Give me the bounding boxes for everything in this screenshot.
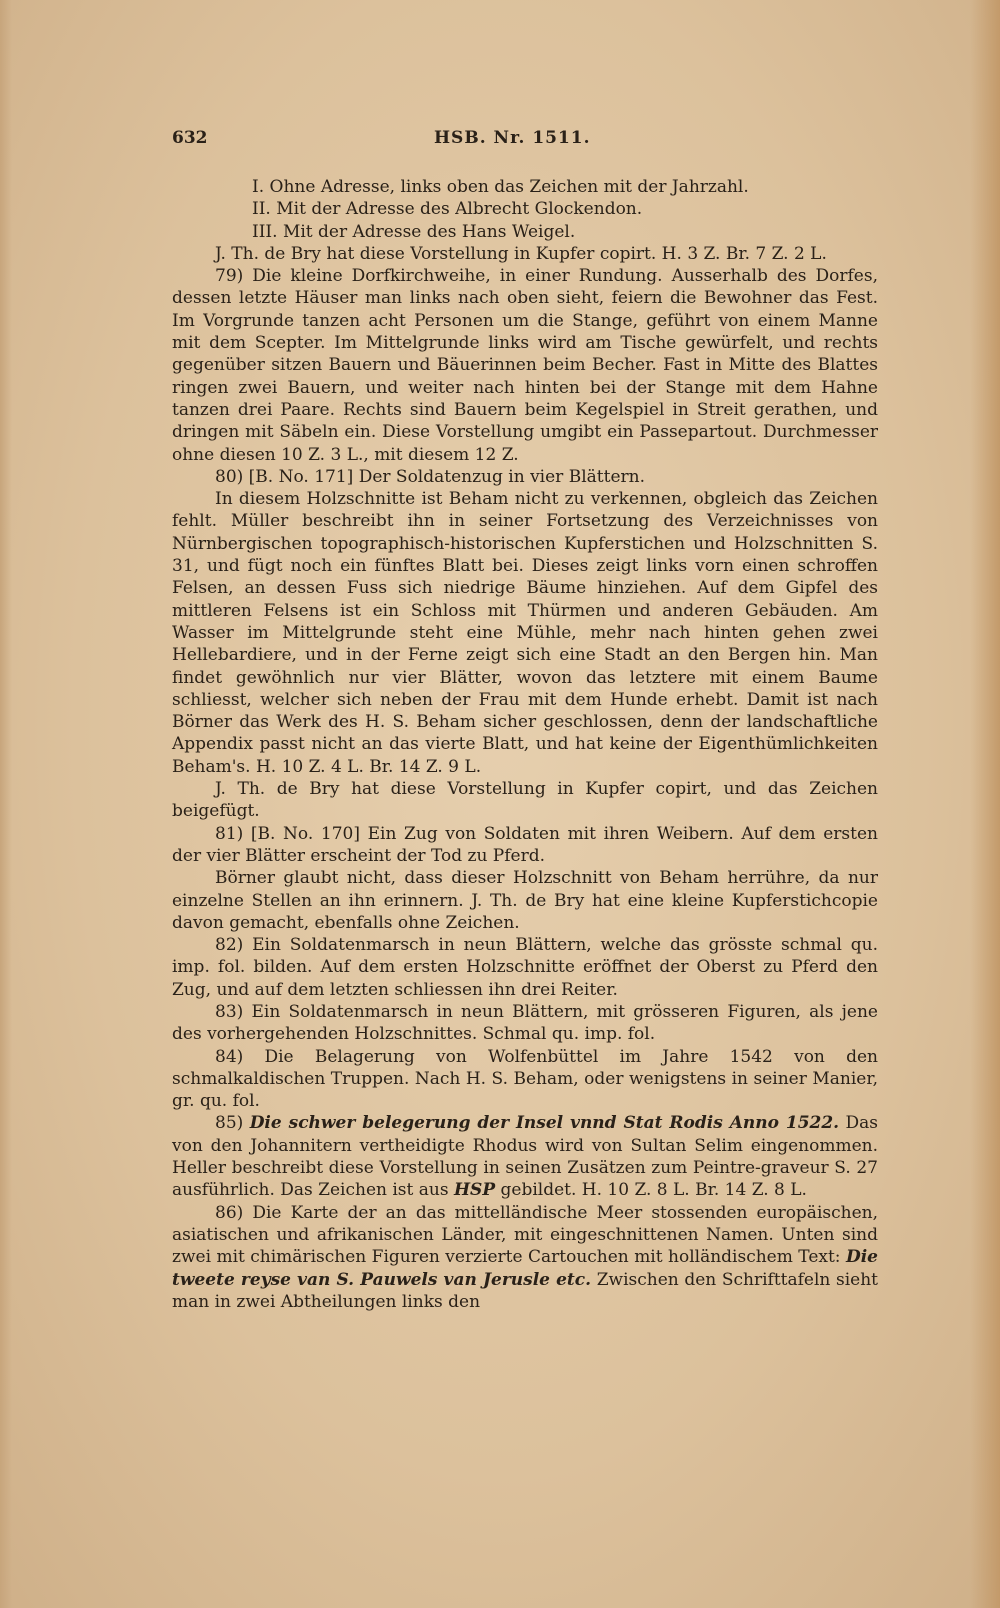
entry-85-title: Die schwer belegerung der Insel vnnd Stat Rodis Anno 1522.: [249, 1113, 840, 1134]
page-shadow-left: [0, 0, 12, 1608]
paragraph-entry-81: 81) [B. No. 170] Ein Zug von Soldaten mit ihren Weibern. Auf dem ersten der vier Blätter erscheint der Tod zu Pferd.: [172, 823, 878, 866]
paragraph-entry-86: [172, 1202, 878, 1313]
entry-86-quote: Die tweete reyse van S. Pauwels van Jerusle etc.: [172, 1247, 879, 1290]
paragraph-edition-3: III. Mit der Adresse des Hans Weigel.: [252, 221, 576, 242]
entry-85-dimensions: gebildet. H. 10 Z. 8 L. Br. 14 Z. 8 L.: [500, 1180, 807, 1201]
paragraph-entry-80-description: In diesem Holzschnitte ist Beham nicht zu verkennen, obgleich das Zeichen fehlt. Müller beschreibt ihn in seiner Fortsetzung des Verzeichnisses von Nürnbergischen topographisch-historischen Kupferstichen und Holzschnitten S. 31, und fügt noch ein fünftes Blatt bei. Dieses zeigt links vorn einen schroffen Felsen, an dessen Fuss sich niedrige Bäume hinziehen. Auf dem Gipfel des mittleren Felsens ist ein Schloss mit Thürmen und anderen Gebäuden. Am Wasser im Mittelgrunde steht eine Mühle, mehr nach hinten gehen zwei Hellebardiere, und in der Ferne zeigt sich eine Stadt an den Bergen hin. Man findet gewöhnlich nur vier Blätter, wovon das letztere mit einem Baume schliesst, welcher sich neben der Frau mit dem Hunde erhebt. Damit ist nach Börner das Werk des H. S. Beham sicher geschlossen, denn der landschaftliche Appendix passt nicht an das vierte Blatt, und hat keine der Eigenthümlichkeiten Beham's. H. 10 Z. 4 L. Br. 14 Z. 9 L.: [172, 489, 878, 777]
paragraph-entry-83: 83) Ein Soldatenmarsch in neun Blättern, mit grösseren Figuren, als jene des vorhergehenden Holzschnittes. Schmal qu. imp. fol.: [172, 1001, 878, 1045]
entry-86-continuation: Zwischen den Schrifttafeln sieht man in zwei Abtheilungen links den: [172, 1269, 878, 1312]
entry-85-monogram: HSP: [453, 1180, 496, 1201]
paragraph-entry-81-note: Börner glaubt nicht, dass dieser Holzschnitt von Beham herrühre, da nur einzelne Stellen an ihn erinnern. J. Th. de Bry hat eine kleine Kupferstichcopie davon gemacht, ebenfalls ohne Zeichen.: [172, 868, 878, 933]
paragraph-entry-85: [172, 1112, 878, 1201]
paragraph-edition-2: II. Mit der Adresse des Albrecht Glockendon.: [252, 199, 643, 220]
paragraph-entry-79: 79) Die kleine Dorfkirchweihe, in einer Rundung. Ausserhalb des Dorfes, dessen letzte Häuser man links nach oben sieht, feiern die Bewohner das Fest. Im Vorgrunde tanzen acht Personen um die Stange, geführt von einem Manne mit dem Scepter. Im Mittelgrunde links wird am Tische gewürfelt, und rechts gegenüber sitzen Bauern und Bäuerinnen beim Becher. Fast in Mitte des Blattes ringen zwei Bauern, und weiter nach hinten bei der Stange mit dem Hahne tanzen drei Paare. Rechts sind Bauern beim Kegelspiel in Streit gerathen, und dringen mit Säbeln ein. Diese Vorstellung umgibt ein Passepartout. Durchmesser ohne diesen 10 Z. 3 L., mit diesem 12 Z.: [172, 266, 878, 465]
paragraph-entry-80: 80) [B. No. 171] Der Soldatenzug in vier Blättern.: [215, 466, 645, 487]
paragraph-edition-1: I. Ohne Adresse, links oben das Zeichen mit der Jahrzahl.: [252, 177, 749, 197]
main-text: [172, 176, 878, 1313]
running-head: [172, 128, 872, 152]
entry-86-text: 86) Die Karte der an das mittelländische Meer stossenden europäischen, asiatischen und afrikanischen Länder, mit eingeschnittenen Namen. Unten sind zwei mit chimärischen Figuren verzierte Cartouchen mit holländischem Text:: [172, 1202, 878, 1268]
header-title: HSB. Nr. 1511.: [434, 128, 591, 148]
entry-85-number: 85): [215, 1113, 244, 1134]
paragraph-entry-82: 82) Ein Soldatenmarsch in neun Blättern, welche das grösste schmal qu. imp. fol. bilden. Auf dem ersten Holzschnitte eröffnet der Oberst zu Pferd den Zug, und auf dem letzten schliessen ihn drei Reiter.: [172, 935, 878, 1000]
paragraph-entry-80-copy: J. Th. de Bry hat diese Vorstellung in Kupfer copirt, und das Zeichen beigefügt.: [172, 779, 878, 822]
page-number: 632: [172, 128, 208, 148]
page-shadow-right: [970, 0, 1000, 1608]
paragraph-entry-84: 84) Die Belagerung von Wolfenbüttel im Jahre 1542 von den schmalkaldischen Truppen. Nach H. S. Beham, oder wenigstens in seiner Manier, gr. qu. fol.: [172, 1046, 878, 1112]
entry-85-text: Das von den Johannitern vertheidigte Rhodus wird von Sultan Selim eingenommen. Heller beschreibt diese Vorstellung in seinen Zusätzen zum Peintre-graveur S. 27 ausführlich. Das Zeichen ist aus: [172, 1113, 879, 1201]
paragraph-copy-note: J. Th. de Bry hat diese Vorstellung in Kupfer copirt. H. 3 Z. Br. 7 Z. 2 L.: [215, 243, 827, 264]
